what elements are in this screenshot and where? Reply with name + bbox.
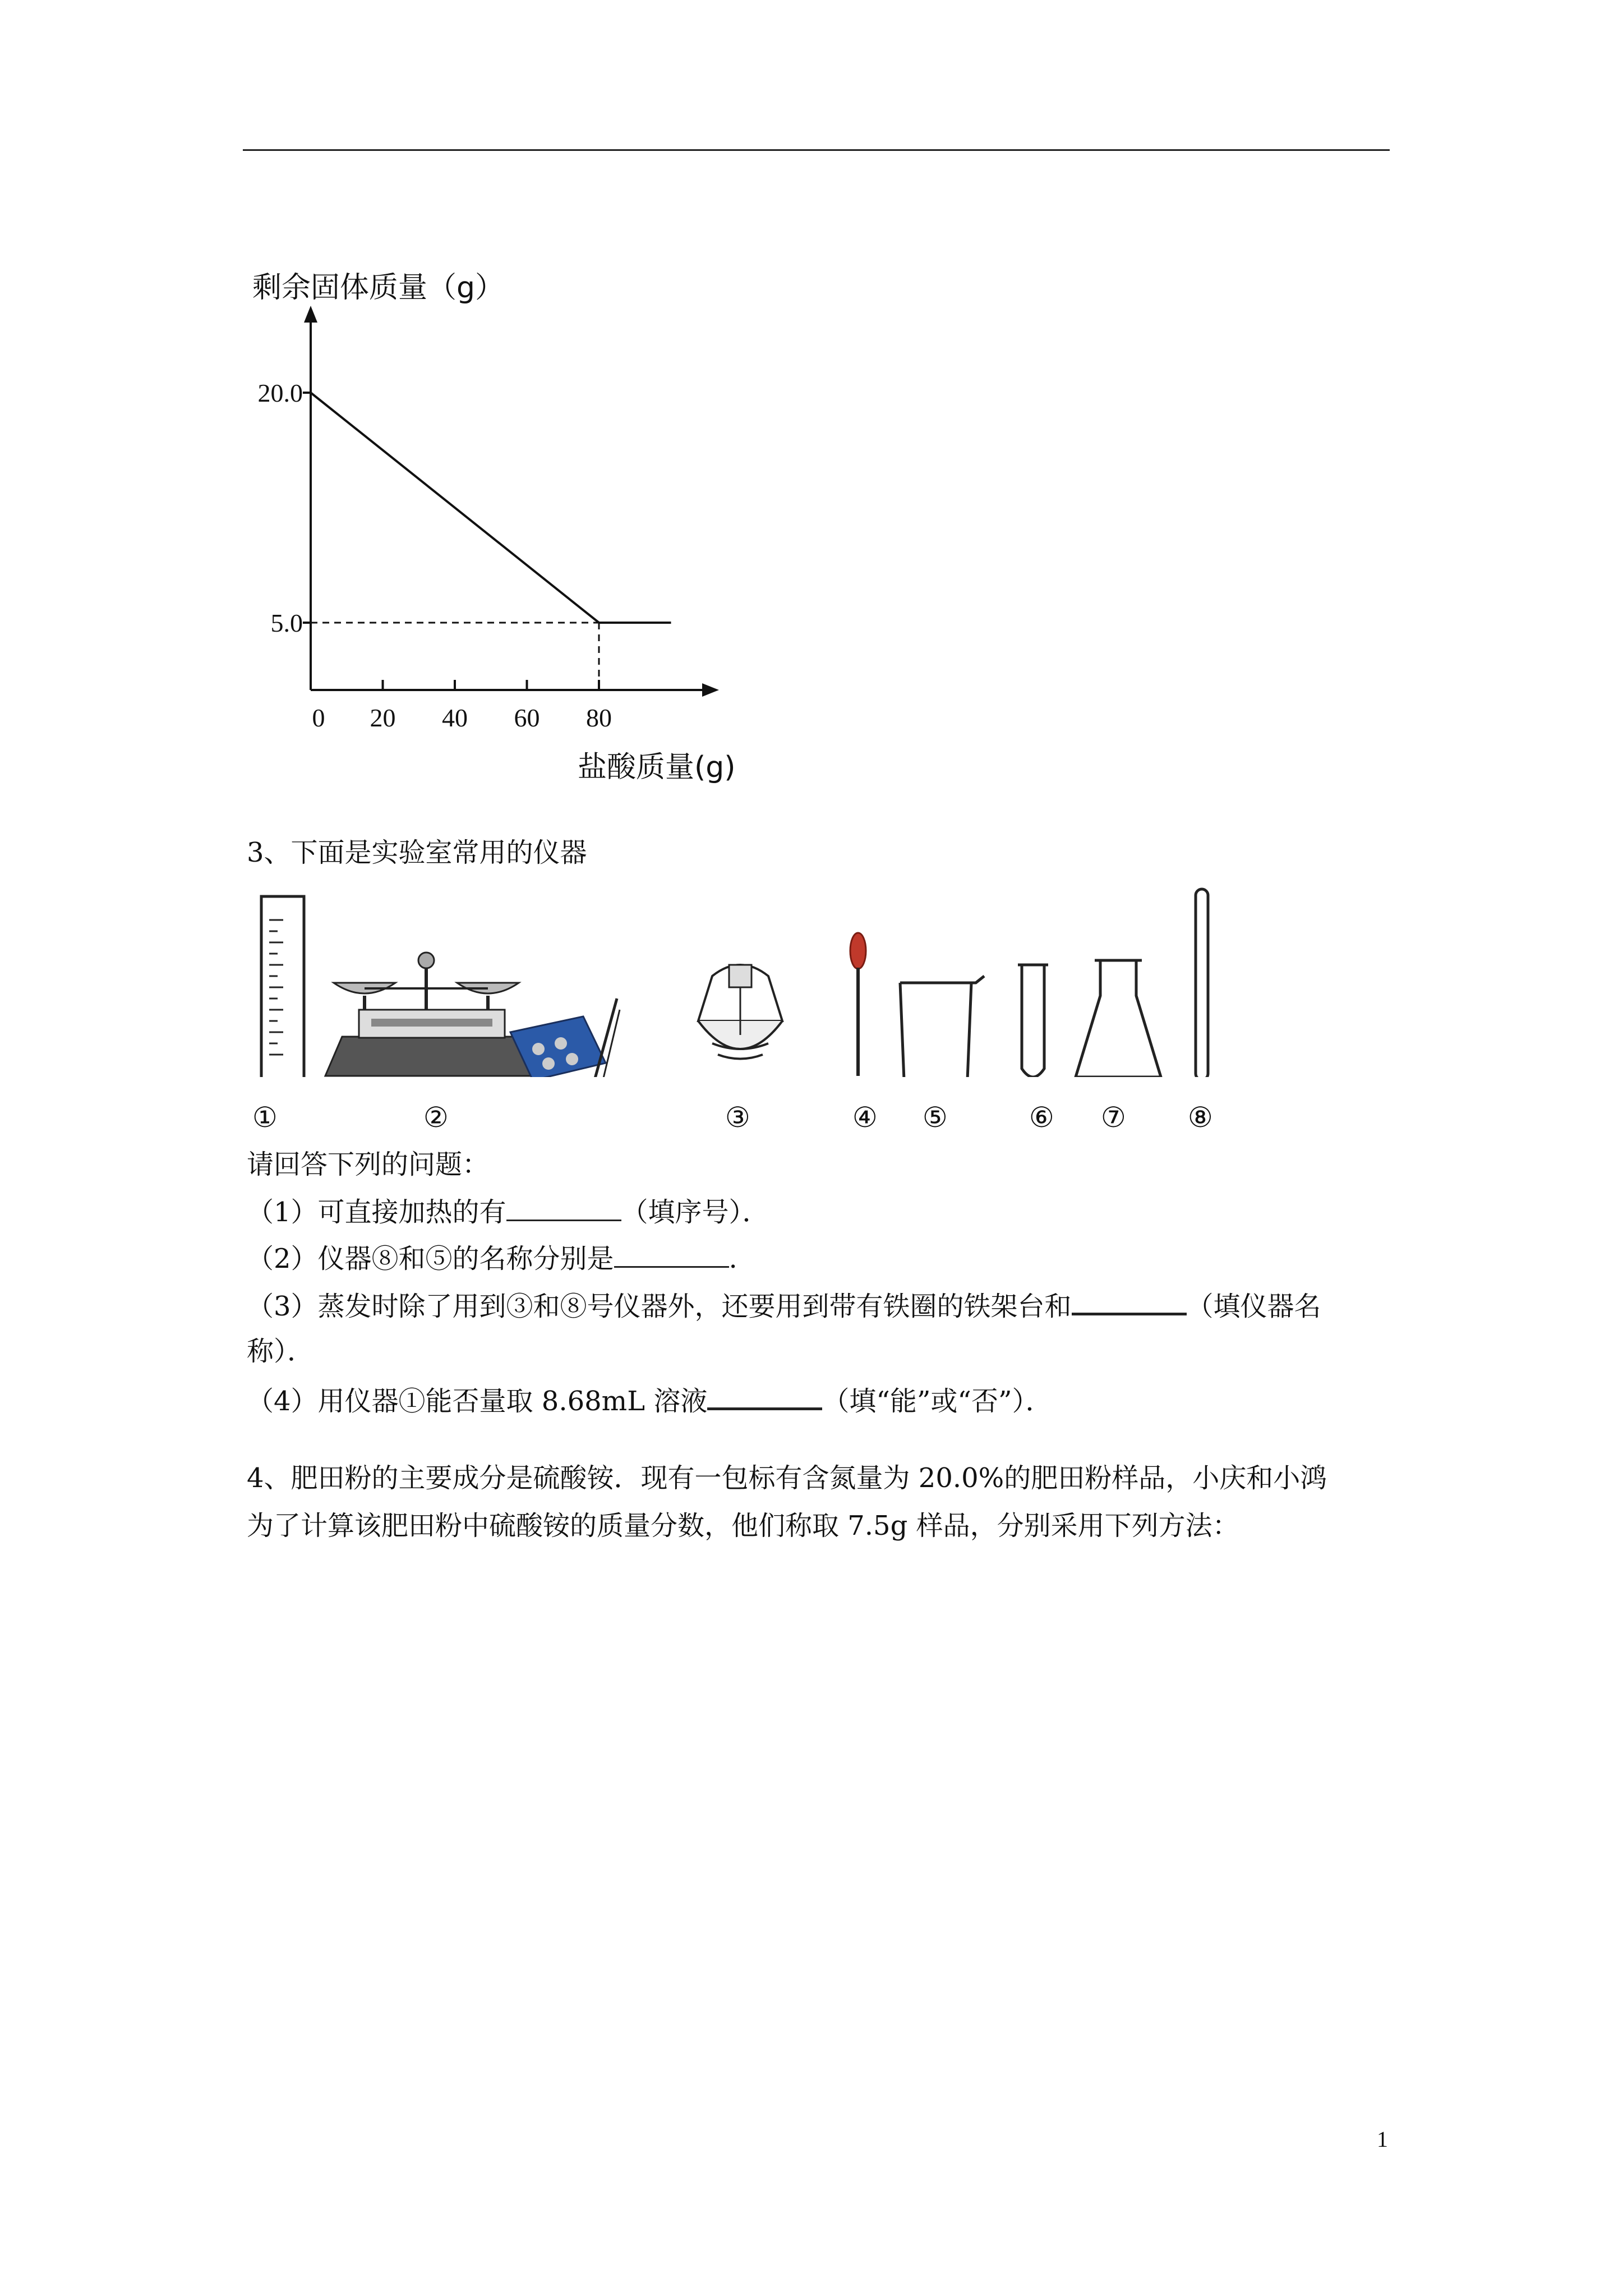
q3-sub1	[247, 1195, 769, 1229]
x-tick-label: 80	[586, 703, 612, 732]
q4-line1: 4、肥田粉的主要成分是硫酸铵．现有一包标有含氮量为 20.0%的肥田粉样品，小庆和小鸿	[247, 1462, 1327, 1494]
q3-sub4-text-a: （4）用仪器①能否量取 8.68mL 溶液	[247, 1386, 708, 1417]
beaker-icon	[900, 976, 984, 1077]
q3-title: 3、下面是实验室常用的仪器	[247, 837, 587, 868]
alcohol-lamp-icon	[698, 965, 782, 1059]
q3-sub3	[247, 1288, 1321, 1323]
page-number: 1	[1377, 2127, 1388, 2152]
instrument-label-8: ⑧	[1188, 1101, 1213, 1134]
balance-icon	[247, 953, 656, 1077]
q3-sub1-text-a: （1）可直接加热的有	[247, 1197, 506, 1228]
q3-sub4-text-b: （填“能”或“否”）．	[822, 1386, 1053, 1417]
q3-prompt: 请回答下列的问题：	[247, 1149, 490, 1180]
header-rule	[243, 149, 1390, 151]
q3-sub2	[247, 1241, 737, 1276]
q3-sub3-cont: 称）．	[247, 1336, 315, 1367]
q3-sub1-blank[interactable]	[506, 1195, 621, 1221]
instrument-label-3: ③	[725, 1101, 750, 1134]
instrument-label-1: ①	[252, 1101, 278, 1134]
conical-flask-icon	[1076, 960, 1161, 1077]
graduated-cylinder-icon	[251, 896, 314, 1077]
instrument-label-2: ②	[423, 1101, 449, 1134]
y-tick-label: 5.0	[270, 609, 303, 637]
mass-chart	[236, 255, 740, 794]
x-tick-label: 40	[442, 703, 468, 732]
q4-line2: 为了计算该肥田粉中硫酸铵的质量分数，他们称取 7.5g 样品，分别采用下列方法：	[247, 1510, 1239, 1542]
x-tick-label: 60	[514, 703, 540, 732]
y-tick-label: 20.0	[257, 379, 303, 407]
x-axis-arrow	[702, 683, 719, 697]
instrument-label-6: ⑥	[1029, 1101, 1054, 1134]
y-axis-label: 剩余固体质量（g）	[252, 271, 505, 305]
glass-rod-icon	[1196, 889, 1208, 1077]
q3-sub4	[247, 1383, 1053, 1418]
instrument-label-4: ④	[852, 1101, 878, 1134]
q3-sub4-blank[interactable]	[707, 1383, 822, 1410]
test-tube-icon	[1018, 965, 1048, 1077]
q3-sub2-text-b: .	[728, 1243, 737, 1274]
instrument-row	[247, 881, 1284, 1077]
x-axis-label: 盐酸质量(g)	[578, 751, 736, 784]
dropper-icon	[850, 933, 866, 1076]
q3-sub3-text-a: （3）蒸发时除了用到③和⑧号仪器外，还要用到带有铁圈的铁架台和	[247, 1291, 1072, 1322]
data-line	[311, 393, 671, 623]
q3-sub1-text-b: （填序号）．	[621, 1197, 769, 1228]
x-tick-label: 0	[312, 703, 325, 732]
instrument-label-5: ⑤	[923, 1101, 948, 1134]
x-tick-label: 20	[370, 703, 396, 732]
q3-sub3-text-b: （填仪器名	[1186, 1291, 1321, 1322]
q3-sub2-text-a: （2）仪器⑧和⑤的名称分别是	[247, 1243, 614, 1274]
q3-sub2-blank[interactable]	[614, 1241, 729, 1268]
q3-sub3-blank[interactable]	[1072, 1288, 1187, 1315]
y-axis-arrow	[304, 306, 317, 323]
instrument-label-7: ⑦	[1101, 1101, 1126, 1134]
